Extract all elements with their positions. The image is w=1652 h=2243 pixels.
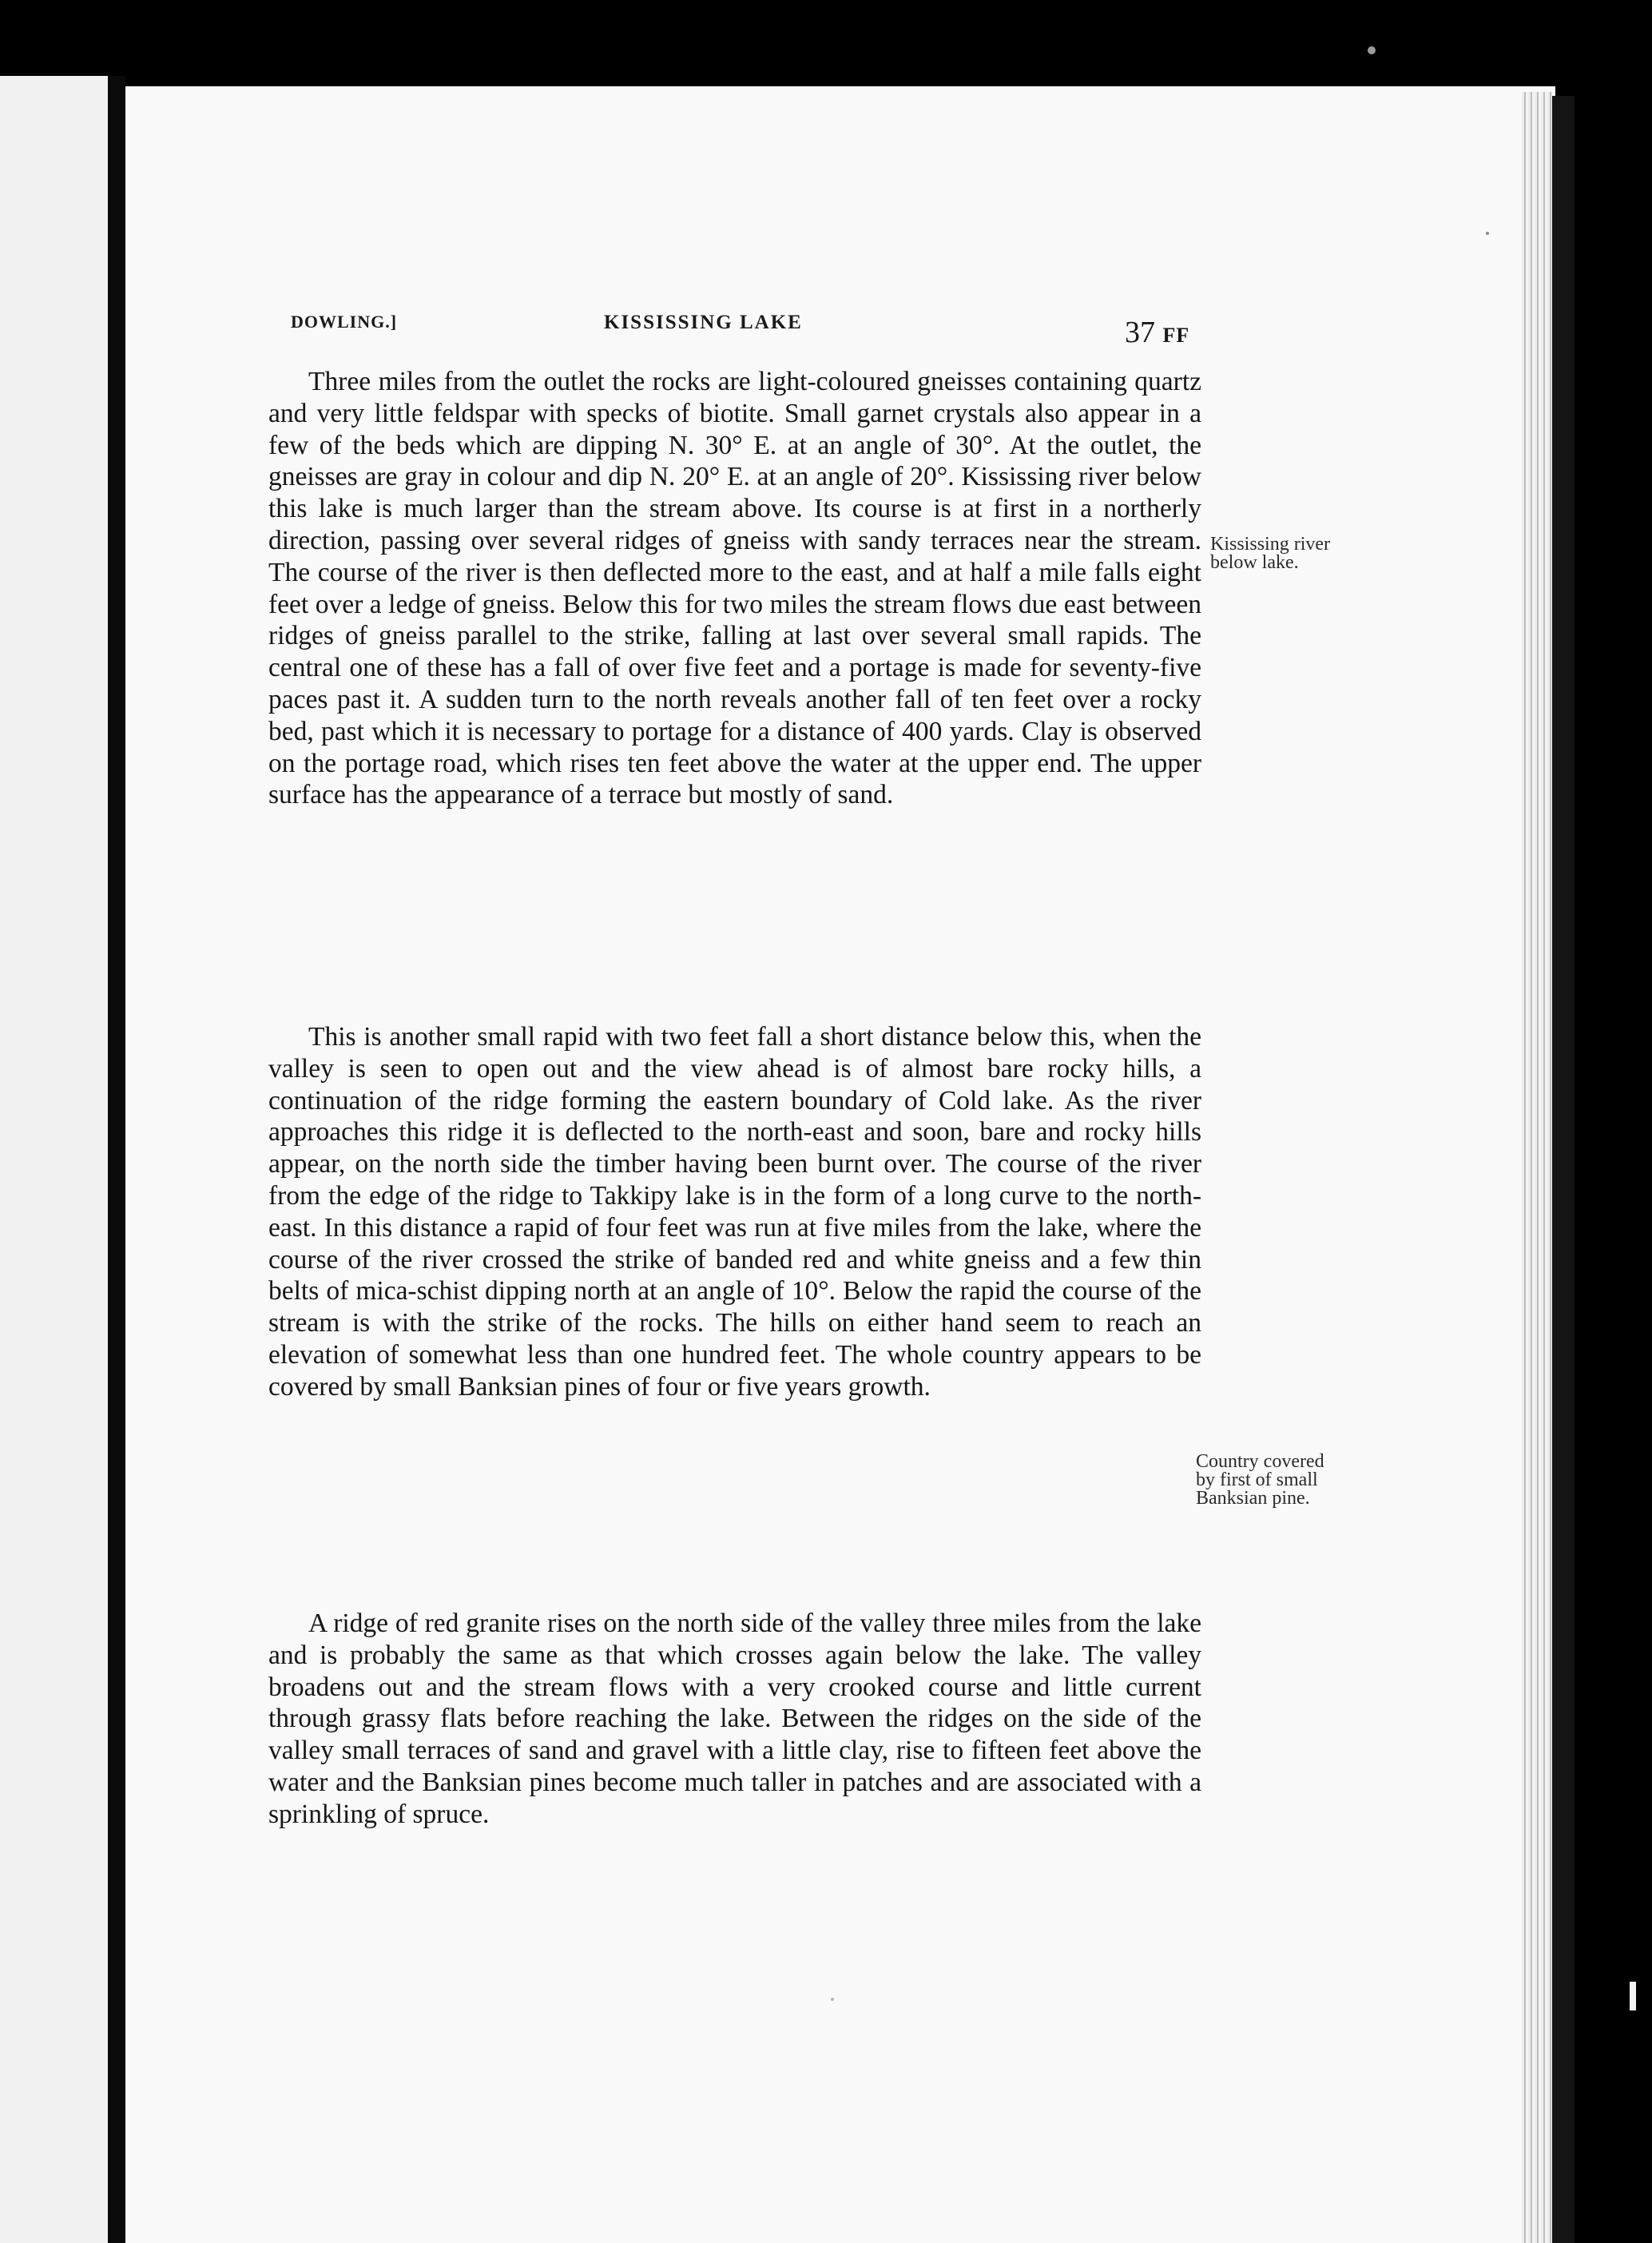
- page-number: [1125, 315, 1189, 350]
- margin-note: Country covered by first of small Banksian pine.: [1196, 1451, 1324, 1509]
- facing-page-edge: [0, 76, 108, 2243]
- body-paragraph-3-block: [268, 1608, 1201, 1831]
- scan-speck: [1486, 232, 1489, 235]
- body-paragraph-1-block: [268, 366, 1201, 811]
- scan-speck: [831, 1998, 834, 2001]
- body-paragraph-2-block: [268, 1021, 1201, 1403]
- page-stack-edge: [1522, 92, 1552, 2243]
- body-paragraph: A ridge of red granite rises on the north side of the valley three miles from the lake and is probably the same as that which crosses again below the lake. The valley broadens out and the stream flows with a very crooked course and little current through grassy flats before reaching the lake. Between the ridges on the side of the valley small terraces of sand and gravel with a little clay, rise to fifteen feet above the water and the Banksian pines become much taller in patches and are associated with a sprinkling of spruce.: [268, 1609, 1201, 1829]
- book-gutter: [108, 76, 125, 2243]
- page-number-value: 37: [1125, 316, 1155, 349]
- page-number-suffix: FF: [1162, 324, 1190, 347]
- scan-speck: [1368, 46, 1376, 54]
- running-head-title: KISSISSING LAKE: [604, 312, 803, 333]
- body-paragraph: Three miles from the outlet the rocks are light-coloured gneisses containing quartz and very little feldspar with specks of biotite. Small garnet crystals also appear in a few of the beds which are dipping N. 30° E. at an angle of 30°. At the outlet, the gneisses are gray in colour and dip N. 20° E. at an angle of 20°. Kississing river below this lake is much larger than the stream above. Its course is at first in a northerly direction, passing over several ridges of gneiss with sandy terraces near the stream. The course of the river is then deflected more to the east, and at half a mile falls eight feet over a ledge of gneiss. Below this for two miles the stream flows due east between ridges of gneiss parallel to the strike, falling at last over several small rapids. The central one of these has a fall of over five feet and a portage is made for seventy-five paces past it. A sudden turn to the north reveals another fall of ten feet over a rocky bed, past which it is necessary to portage for a distance of 400 yards. Clay is observed on the portage road, which rises ten feet above the water at the upper end. The upper surface has the appearance of a terrace but mostly of sand.: [268, 367, 1201, 810]
- scan-speck: [1630, 1982, 1636, 2010]
- running-head-author: DOWLING.]: [291, 312, 398, 332]
- margin-note: Kississing river below lake.: [1210, 534, 1330, 573]
- body-paragraph: This is another small rapid with two feet fall a short distance below this, when the valley is seen to open out and the view ahead is of almost bare rocky hills, a continuation of the ridge forming the eastern boundary of Cold lake. As the river approaches this ridge it is deflected to the north-east and soon, bare and rocky hills appear, on the north side the timber having been burnt over. The course of the river from the edge of the ridge to Takkipy lake is in the form of a long curve to the north-east. In this distance a rapid of four feet was run at five miles from the lake, where the course of the river crossed the strike of banded red and white gneiss and a few thin belts of mica-schist dipping north at an angle of 10°. Below the rapid the course of the stream is with the strike of the rocks. The hills on either hand seem to reach an elevation of somewhat less than one hundred feet. The whole country appears to be covered by small Banksian pines of four or five years growth.: [268, 1022, 1201, 1402]
- book-cover-edge: [1552, 96, 1575, 2243]
